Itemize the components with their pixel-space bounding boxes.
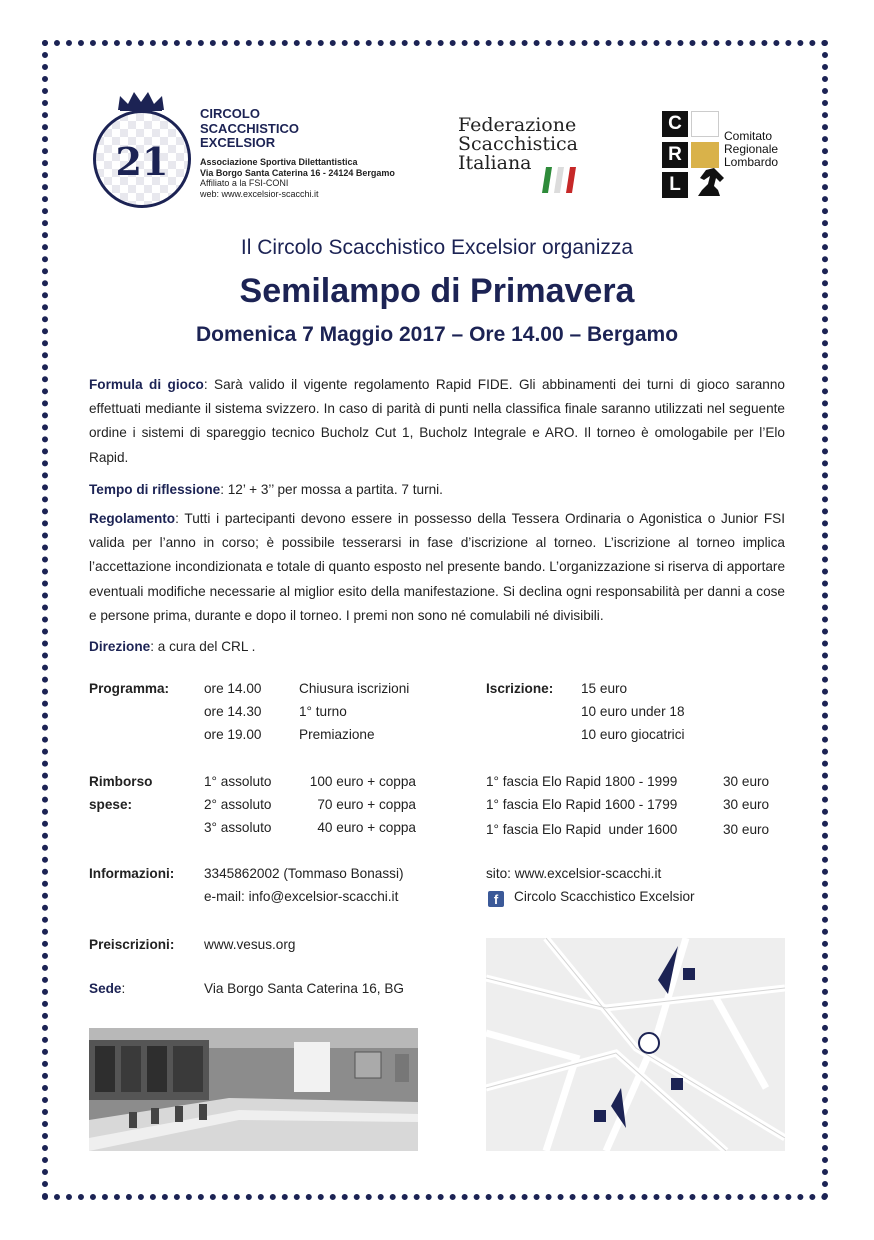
- crl-text: [724, 130, 778, 169]
- club-name: [200, 107, 299, 151]
- sede-label-wrap: [89, 981, 125, 996]
- club-logo: [93, 110, 191, 208]
- facebook-link[interactable]: [488, 889, 695, 907]
- programma-time: ore 14.30: [204, 704, 262, 719]
- italian-flag-icon: [540, 163, 580, 195]
- intro-title: Il Circolo Scacchistico Excelsior organizza: [240, 236, 634, 259]
- club-name-line: CIRCOLO: [200, 106, 260, 121]
- programma-time: ore 14.00: [204, 681, 262, 696]
- crl-letter: R: [662, 142, 688, 168]
- phone-contact[interactable]: 3345862002 (Tommaso Bonassi): [204, 866, 404, 881]
- venue-photo: [89, 1028, 418, 1151]
- sede-address: Via Borgo Santa Caterina 16, BG: [204, 981, 405, 996]
- prize-amount: 70 euro + coppa: [317, 797, 416, 812]
- direzione-label: Direzione: [89, 639, 151, 654]
- programma-event: Chiusura iscrizioni: [299, 681, 410, 696]
- direzione-text: : a cura del CRL .: [150, 639, 256, 654]
- regolamento-text: : Tutti i partecipanti devono essere in possesso della Tessera Ordinaria o Agonistica o Junior FSI valida per l’anno in corso; è possibile tesserarsi in fase d’iscrizione al torneo. L’iscrizione al torneo implica l’accettazione incondizionata e totale di quanto esposto nel presente bando. L’organizzazione si riserva di apportare eventuali modifiche necessarie al miglior esito della manifestazione. Si declina ogni responsabilità per danni a cose e persone prima, durante e dopo il torneo. I premi non sono né comulabili né divisibili.: [89, 511, 786, 623]
- facebook-icon: f: [488, 891, 504, 907]
- prize-place: 2° assoluto: [204, 797, 272, 812]
- knight-icon: [692, 164, 726, 198]
- fascia-prize: 30 euro: [723, 822, 770, 837]
- fsi-line: Italiana: [458, 152, 532, 174]
- facebook-label: Circolo Scacchistico Excelsior: [514, 889, 695, 904]
- prize-amount: 40 euro + coppa: [317, 820, 416, 835]
- club-info-line: web: www.excelsior-scacchi.it: [200, 188, 319, 199]
- regolamento-paragraph: [89, 507, 785, 628]
- fascia-text: 1° fascia Elo Rapid under 1600: [486, 822, 678, 837]
- prize-place: 1° assoluto: [204, 774, 272, 789]
- sede-colon: :: [121, 981, 126, 996]
- programma-event: 1° turno: [299, 704, 347, 719]
- email-contact[interactable]: e-mail: info@excelsior-scacchi.it: [204, 889, 399, 904]
- crown-icon: [116, 90, 166, 112]
- venue-photo-drawing: [89, 1028, 418, 1151]
- location-map[interactable]: [486, 938, 785, 1151]
- crl-square: [691, 111, 719, 137]
- programma-event: Premiazione: [299, 727, 375, 742]
- club-name-line: EXCELSIOR: [200, 135, 276, 150]
- date-title: Domenica 7 Maggio 2017 – Ore 14.00 – Bergamo: [195, 323, 679, 346]
- preiscrizioni-link[interactable]: www.vesus.org: [204, 937, 296, 952]
- crl-letter: C: [662, 111, 688, 137]
- club-name-line: SCACCHISTICO: [200, 120, 299, 136]
- map-drawing: [486, 938, 785, 1151]
- prize-place: 3° assoluto: [204, 820, 272, 835]
- programma-label: Programma:: [89, 681, 170, 696]
- regolamento-label: Regolamento: [89, 511, 176, 526]
- fascia-prize: 30 euro: [723, 797, 770, 812]
- formula-text: : Sarà valido il vigente regolamento Rapid FIDE. Gli abbinamenti dei turni di gioco saranno effettuati mediante il sistema svizzero. In caso di parità di punti nella classifica finale saranno utilizzati nel seguente ordine i sistemi di spareggio tecnico Bucholz Cut 1, Bucholz Integrale e ARO. Il torneo è omologabile per l’Elo Rapid.: [89, 377, 785, 465]
- programma-time: ore 19.00: [204, 727, 262, 742]
- preiscrizioni-label: Preiscrizioni:: [89, 937, 175, 952]
- club-logo-number: 21: [115, 139, 169, 184]
- iscrizione-label: Iscrizione:: [486, 681, 554, 696]
- direzione-paragraph: [89, 635, 785, 659]
- tempo-label: Tempo di riflessione: [89, 482, 221, 497]
- crl-text-line: Lombardo: [724, 155, 779, 169]
- crl-text-line: Regionale: [724, 142, 779, 156]
- informazioni-label: Informazioni:: [89, 866, 175, 881]
- iscrizione-fee: 15 euro: [581, 681, 628, 696]
- tempo-text: : 12’ + 3’’ per mossa a partita. 7 turni.: [220, 482, 443, 497]
- tempo-paragraph: [89, 478, 785, 502]
- iscrizione-fee: 10 euro under 18: [581, 704, 685, 719]
- rimborso-label: spese:: [89, 797, 133, 812]
- fascia-text: 1° fascia Elo Rapid 1600 - 1799: [486, 797, 678, 812]
- fascia-prize: 30 euro: [723, 774, 770, 789]
- crl-letter: L: [662, 172, 688, 198]
- formula-paragraph: [89, 373, 785, 470]
- club-info-line: Affiliato a la FSI-CONI: [200, 178, 289, 188]
- prize-amount: 100 euro + coppa: [309, 774, 416, 789]
- website-link[interactable]: sito: www.excelsior-scacchi.it: [486, 866, 662, 881]
- crl-text-line: Comitato: [724, 129, 773, 143]
- club-info: [200, 157, 395, 199]
- iscrizione-fee: 10 euro giocatrici: [581, 727, 685, 742]
- sede-label: Sede: [89, 981, 122, 996]
- fascia-text: 1° fascia Elo Rapid 1800 - 1999: [486, 774, 678, 789]
- fsi-line: Federazione: [458, 114, 577, 136]
- club-info-line: Via Borgo Santa Caterina 16 - 24124 Bergamo: [200, 167, 395, 178]
- main-title: Semilampo di Primavera: [239, 272, 635, 310]
- club-info-line: Associazione Sportiva Dilettantistica: [200, 157, 358, 167]
- fsi-line: Scacchistica: [458, 133, 579, 155]
- rimborso-label: Rimborso: [89, 774, 153, 789]
- formula-label: Formula di gioco: [89, 377, 204, 392]
